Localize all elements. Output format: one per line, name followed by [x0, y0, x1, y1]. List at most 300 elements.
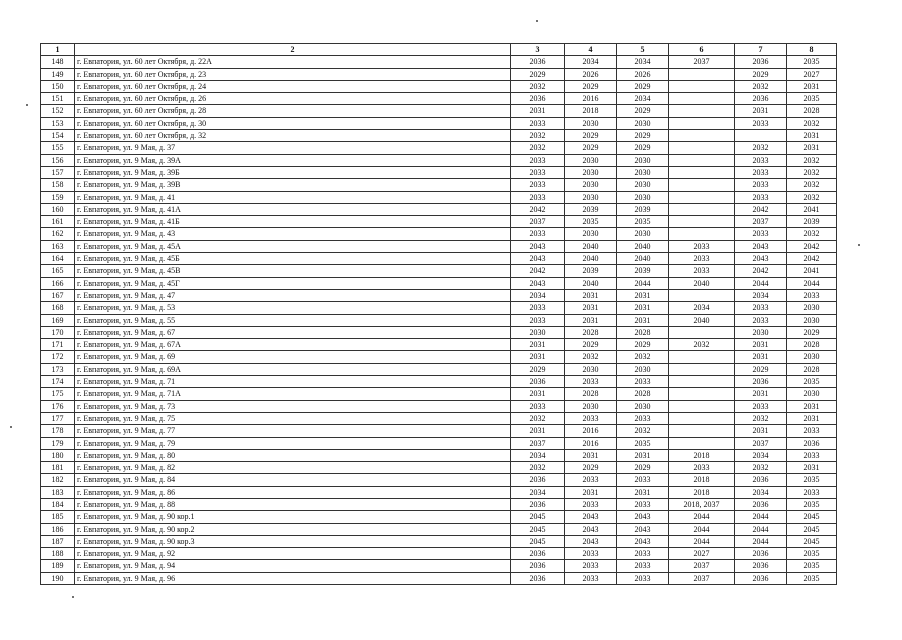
year-cell: 2044 — [617, 277, 669, 289]
year-cell: 2039 — [565, 203, 617, 215]
year-cell: 2033 — [735, 400, 787, 412]
year-cell: 2033 — [617, 376, 669, 388]
year-cell: 2039 — [565, 265, 617, 277]
row-number-cell: 150 — [41, 80, 75, 92]
year-cell: 2030 — [617, 400, 669, 412]
year-cell: 2032 — [511, 462, 565, 474]
table-row — [41, 314, 837, 326]
year-cell: 2042 — [787, 240, 837, 252]
year-cell: 2043 — [511, 240, 565, 252]
year-cell — [669, 117, 735, 129]
year-cell: 2030 — [787, 302, 837, 314]
year-cell: 2030 — [617, 166, 669, 178]
year-cell: 2031 — [617, 449, 669, 461]
year-cell: 2030 — [565, 228, 617, 240]
year-cell: 2030 — [617, 179, 669, 191]
year-cell — [669, 363, 735, 375]
year-cell: 2031 — [735, 425, 787, 437]
col-header-7: 7 — [735, 44, 787, 56]
year-cell: 2029 — [735, 68, 787, 80]
year-cell: 2026 — [617, 68, 669, 80]
year-cell: 2032 — [787, 228, 837, 240]
year-cell — [669, 154, 735, 166]
year-cell: 2033 — [511, 228, 565, 240]
year-cell: 2036 — [511, 376, 565, 388]
year-cell: 2033 — [735, 191, 787, 203]
year-cell: 2036 — [735, 376, 787, 388]
year-cell: 2030 — [565, 400, 617, 412]
year-cell: 2031 — [787, 462, 837, 474]
table-row — [41, 179, 837, 191]
year-cell: 2035 — [787, 560, 837, 572]
address-cell: г. Евпатория, ул. 9 Мая, д. 82 — [75, 462, 511, 474]
year-cell: 2045 — [511, 535, 565, 547]
year-cell: 2030 — [735, 326, 787, 338]
address-cell: г. Евпатория, ул. 9 Мая, д. 55 — [75, 314, 511, 326]
row-number-cell: 152 — [41, 105, 75, 117]
address-cell: г. Евпатория, ул. 9 Мая, д. 39Б — [75, 166, 511, 178]
year-cell: 2043 — [617, 511, 669, 523]
year-cell: 2030 — [787, 388, 837, 400]
year-cell: 2033 — [787, 449, 837, 461]
table-row — [41, 203, 837, 215]
table-row — [41, 511, 837, 523]
row-number-cell: 182 — [41, 474, 75, 486]
year-cell: 2044 — [669, 535, 735, 547]
year-cell: 2036 — [511, 93, 565, 105]
table-row — [41, 166, 837, 178]
year-cell: 2042 — [735, 265, 787, 277]
year-cell — [669, 289, 735, 301]
year-cell: 2032 — [735, 462, 787, 474]
year-cell: 2033 — [565, 474, 617, 486]
year-cell: 2033 — [511, 400, 565, 412]
year-cell: 2042 — [511, 203, 565, 215]
year-cell — [669, 68, 735, 80]
table-row — [41, 142, 837, 154]
row-number-cell: 165 — [41, 265, 75, 277]
address-cell: г. Евпатория, ул. 9 Мая, д. 84 — [75, 474, 511, 486]
year-cell: 2033 — [511, 154, 565, 166]
year-cell: 2029 — [511, 363, 565, 375]
year-cell: 2016 — [565, 93, 617, 105]
row-number-cell: 177 — [41, 412, 75, 424]
year-cell: 2033 — [669, 265, 735, 277]
year-cell: 2030 — [565, 166, 617, 178]
address-cell: г. Евпатория, ул. 60 лет Октября, д. 24 — [75, 80, 511, 92]
year-cell: 2035 — [787, 376, 837, 388]
year-cell: 2031 — [565, 314, 617, 326]
year-cell: 2029 — [617, 80, 669, 92]
year-cell: 2030 — [565, 191, 617, 203]
year-cell: 2033 — [617, 548, 669, 560]
year-cell: 2040 — [669, 277, 735, 289]
year-cell: 2018 — [669, 486, 735, 498]
year-cell: 2029 — [617, 142, 669, 154]
scan-speck — [858, 244, 860, 246]
table-row — [41, 117, 837, 129]
col-header-8: 8 — [787, 44, 837, 56]
row-number-cell: 163 — [41, 240, 75, 252]
row-number-cell: 175 — [41, 388, 75, 400]
address-cell: г. Евпатория, ул. 9 Мая, д. 41Б — [75, 216, 511, 228]
year-cell: 2018 — [565, 105, 617, 117]
row-number-cell: 178 — [41, 425, 75, 437]
table-row — [41, 486, 837, 498]
year-cell: 2036 — [511, 474, 565, 486]
year-cell: 2028 — [787, 339, 837, 351]
year-cell: 2028 — [565, 326, 617, 338]
year-cell — [669, 166, 735, 178]
address-cell: г. Евпатория, ул. 9 Мая, д. 73 — [75, 400, 511, 412]
year-cell: 2028 — [617, 326, 669, 338]
row-number-cell: 149 — [41, 68, 75, 80]
year-cell: 2030 — [511, 326, 565, 338]
year-cell: 2030 — [617, 117, 669, 129]
year-cell: 2041 — [787, 265, 837, 277]
row-number-cell: 172 — [41, 351, 75, 363]
year-cell: 2043 — [511, 277, 565, 289]
year-cell: 2033 — [735, 154, 787, 166]
year-cell: 2029 — [565, 80, 617, 92]
year-cell: 2037 — [669, 572, 735, 584]
scan-speck — [72, 596, 74, 598]
address-cell: г. Евпатория, ул. 60 лет Октября, д. 30 — [75, 117, 511, 129]
year-cell: 2027 — [669, 548, 735, 560]
year-cell — [669, 105, 735, 117]
year-cell: 2031 — [787, 412, 837, 424]
table-row — [41, 400, 837, 412]
table-row — [41, 523, 837, 535]
address-cell: г. Евпатория, ул. 60 лет Октября, д. 22А — [75, 56, 511, 68]
year-cell: 2033 — [565, 376, 617, 388]
year-cell: 2043 — [565, 523, 617, 535]
table-header-row — [41, 44, 837, 56]
row-number-cell: 164 — [41, 253, 75, 265]
year-cell — [669, 216, 735, 228]
year-cell: 2040 — [565, 253, 617, 265]
year-cell: 2030 — [565, 154, 617, 166]
year-cell: 2037 — [511, 216, 565, 228]
year-cell: 2029 — [511, 68, 565, 80]
year-cell: 2033 — [735, 228, 787, 240]
row-number-cell: 173 — [41, 363, 75, 375]
year-cell: 2031 — [565, 289, 617, 301]
year-cell: 2039 — [617, 265, 669, 277]
table-row — [41, 289, 837, 301]
year-cell: 2034 — [617, 56, 669, 68]
table-row — [41, 154, 837, 166]
year-cell: 2029 — [617, 339, 669, 351]
year-cell — [669, 425, 735, 437]
year-cell: 2031 — [735, 339, 787, 351]
year-cell: 2033 — [565, 560, 617, 572]
year-cell: 2033 — [735, 166, 787, 178]
year-cell: 2039 — [787, 216, 837, 228]
year-cell: 2044 — [735, 523, 787, 535]
address-cell: г. Евпатория, ул. 9 Мая, д. 69 — [75, 351, 511, 363]
year-cell: 2034 — [511, 449, 565, 461]
year-cell: 2033 — [787, 425, 837, 437]
table-row — [41, 425, 837, 437]
year-cell: 2032 — [787, 154, 837, 166]
year-cell: 2029 — [617, 462, 669, 474]
year-cell: 2035 — [565, 216, 617, 228]
table-row — [41, 498, 837, 510]
row-number-cell: 184 — [41, 498, 75, 510]
year-cell: 2032 — [565, 351, 617, 363]
year-cell: 2045 — [787, 535, 837, 547]
year-cell: 2029 — [565, 142, 617, 154]
row-number-cell: 153 — [41, 117, 75, 129]
row-number-cell: 179 — [41, 437, 75, 449]
year-cell: 2032 — [735, 142, 787, 154]
table-row — [41, 351, 837, 363]
year-cell: 2043 — [565, 511, 617, 523]
row-number-cell: 188 — [41, 548, 75, 560]
year-cell: 2042 — [787, 253, 837, 265]
year-cell: 2032 — [787, 179, 837, 191]
year-cell — [669, 228, 735, 240]
year-cell: 2035 — [787, 548, 837, 560]
year-cell: 2033 — [565, 548, 617, 560]
year-cell: 2027 — [787, 68, 837, 80]
table-row — [41, 548, 837, 560]
year-cell: 2033 — [735, 314, 787, 326]
year-cell: 2029 — [565, 339, 617, 351]
year-cell: 2032 — [735, 80, 787, 92]
table-row — [41, 535, 837, 547]
row-number-cell: 174 — [41, 376, 75, 388]
year-cell: 2032 — [669, 339, 735, 351]
row-number-cell: 170 — [41, 326, 75, 338]
row-number-cell: 171 — [41, 339, 75, 351]
row-number-cell: 154 — [41, 130, 75, 142]
address-cell: г. Евпатория, ул. 60 лет Октября, д. 32 — [75, 130, 511, 142]
year-cell: 2029 — [735, 363, 787, 375]
year-cell: 2039 — [617, 203, 669, 215]
year-cell: 2032 — [787, 191, 837, 203]
year-cell: 2031 — [565, 486, 617, 498]
schedule-table — [40, 43, 837, 585]
year-cell — [735, 130, 787, 142]
year-cell: 2035 — [787, 572, 837, 584]
year-cell: 2043 — [565, 535, 617, 547]
year-cell: 2044 — [787, 277, 837, 289]
year-cell: 2036 — [735, 56, 787, 68]
year-cell: 2031 — [565, 302, 617, 314]
address-cell: г. Евпатория, ул. 9 Мая, д. 96 — [75, 572, 511, 584]
year-cell: 2034 — [735, 486, 787, 498]
year-cell: 2033 — [617, 412, 669, 424]
year-cell: 2042 — [511, 265, 565, 277]
year-cell: 2016 — [565, 425, 617, 437]
year-cell: 2033 — [669, 253, 735, 265]
year-cell: 2033 — [735, 117, 787, 129]
address-cell: г. Евпатория, ул. 9 Мая, д. 45Б — [75, 253, 511, 265]
address-cell: г. Евпатория, ул. 9 Мая, д. 94 — [75, 560, 511, 572]
year-cell: 2028 — [787, 105, 837, 117]
col-header-2: 2 — [75, 44, 511, 56]
year-cell — [669, 203, 735, 215]
year-cell: 2030 — [787, 351, 837, 363]
table-row — [41, 376, 837, 388]
year-cell: 2043 — [511, 253, 565, 265]
year-cell: 2043 — [617, 535, 669, 547]
year-cell: 2031 — [511, 351, 565, 363]
table-row — [41, 68, 837, 80]
year-cell: 2032 — [787, 166, 837, 178]
scan-speck — [536, 20, 538, 22]
year-cell: 2034 — [735, 449, 787, 461]
year-cell: 2041 — [787, 203, 837, 215]
row-number-cell: 157 — [41, 166, 75, 178]
year-cell: 2028 — [617, 388, 669, 400]
year-cell: 2029 — [565, 130, 617, 142]
year-cell: 2033 — [787, 486, 837, 498]
year-cell: 2033 — [511, 191, 565, 203]
year-cell: 2030 — [617, 154, 669, 166]
table-row — [41, 412, 837, 424]
scan-speck — [10, 426, 12, 428]
row-number-cell: 167 — [41, 289, 75, 301]
table-row — [41, 265, 837, 277]
year-cell: 2044 — [735, 511, 787, 523]
year-cell: 2037 — [669, 56, 735, 68]
year-cell: 2032 — [511, 130, 565, 142]
year-cell: 2040 — [565, 240, 617, 252]
year-cell: 2033 — [511, 314, 565, 326]
year-cell: 2030 — [565, 363, 617, 375]
year-cell: 2030 — [617, 191, 669, 203]
year-cell: 2036 — [511, 498, 565, 510]
year-cell: 2032 — [735, 412, 787, 424]
year-cell: 2033 — [735, 179, 787, 191]
year-cell: 2033 — [617, 498, 669, 510]
year-cell — [669, 93, 735, 105]
address-cell: г. Евпатория, ул. 9 Мая, д. 90 кор.2 — [75, 523, 511, 535]
year-cell: 2032 — [787, 117, 837, 129]
table-row — [41, 572, 837, 584]
year-cell: 2031 — [511, 425, 565, 437]
year-cell: 2032 — [511, 142, 565, 154]
year-cell: 2031 — [617, 302, 669, 314]
row-number-cell: 176 — [41, 400, 75, 412]
year-cell: 2040 — [617, 240, 669, 252]
year-cell: 2018, 2037 — [669, 498, 735, 510]
year-cell: 2031 — [565, 449, 617, 461]
year-cell: 2036 — [735, 93, 787, 105]
table-row — [41, 253, 837, 265]
row-number-cell: 166 — [41, 277, 75, 289]
year-cell: 2033 — [565, 498, 617, 510]
year-cell: 2044 — [735, 277, 787, 289]
year-cell: 2033 — [617, 560, 669, 572]
year-cell: 2031 — [787, 400, 837, 412]
year-cell: 2033 — [735, 302, 787, 314]
year-cell: 2045 — [511, 523, 565, 535]
col-header-4: 4 — [565, 44, 617, 56]
table-row — [41, 105, 837, 117]
address-cell: г. Евпатория, ул. 9 Мая, д. 90 кор.1 — [75, 511, 511, 523]
year-cell: 2028 — [787, 363, 837, 375]
year-cell: 2044 — [735, 535, 787, 547]
year-cell — [669, 351, 735, 363]
year-cell: 2034 — [617, 93, 669, 105]
year-cell: 2031 — [617, 486, 669, 498]
table-row — [41, 388, 837, 400]
year-cell: 2036 — [511, 56, 565, 68]
year-cell: 2031 — [511, 388, 565, 400]
address-cell: г. Евпатория, ул. 9 Мая, д. 41А — [75, 203, 511, 215]
row-number-cell: 168 — [41, 302, 75, 314]
table-row — [41, 277, 837, 289]
year-cell: 2029 — [787, 326, 837, 338]
address-cell: г. Евпатория, ул. 9 Мая, д. 69А — [75, 363, 511, 375]
table-row — [41, 363, 837, 375]
col-header-1: 1 — [41, 44, 75, 56]
year-cell: 2032 — [511, 80, 565, 92]
table-row — [41, 228, 837, 240]
year-cell: 2030 — [617, 228, 669, 240]
year-cell: 2036 — [735, 572, 787, 584]
year-cell — [669, 376, 735, 388]
year-cell: 2031 — [787, 130, 837, 142]
year-cell: 2033 — [669, 462, 735, 474]
scan-speck — [26, 104, 28, 106]
year-cell: 2033 — [511, 179, 565, 191]
table-row — [41, 80, 837, 92]
year-cell — [669, 130, 735, 142]
address-cell: г. Евпатория, ул. 60 лет Октября, д. 28 — [75, 105, 511, 117]
table-row — [41, 449, 837, 461]
year-cell — [669, 400, 735, 412]
table-row — [41, 216, 837, 228]
row-number-cell: 190 — [41, 572, 75, 584]
address-cell: г. Евпатория, ул. 9 Мая, д. 71 — [75, 376, 511, 388]
year-cell: 2028 — [565, 388, 617, 400]
year-cell: 2031 — [617, 289, 669, 301]
year-cell: 2033 — [511, 166, 565, 178]
year-cell: 2031 — [511, 339, 565, 351]
year-cell: 2037 — [669, 560, 735, 572]
year-cell: 2034 — [511, 289, 565, 301]
year-cell: 2018 — [669, 449, 735, 461]
year-cell — [669, 179, 735, 191]
address-cell: г. Евпатория, ул. 9 Мая, д. 53 — [75, 302, 511, 314]
address-cell: г. Евпатория, ул. 9 Мая, д. 43 — [75, 228, 511, 240]
year-cell: 2045 — [511, 511, 565, 523]
address-cell: г. Евпатория, ул. 9 Мая, д. 45Г — [75, 277, 511, 289]
row-number-cell: 156 — [41, 154, 75, 166]
year-cell: 2033 — [669, 240, 735, 252]
address-cell: г. Евпатория, ул. 9 Мая, д. 90 кор.3 — [75, 535, 511, 547]
col-header-6: 6 — [669, 44, 735, 56]
row-number-cell: 169 — [41, 314, 75, 326]
address-cell: г. Евпатория, ул. 9 Мая, д. 79 — [75, 437, 511, 449]
table-row — [41, 130, 837, 142]
year-cell: 2033 — [565, 412, 617, 424]
year-cell: 2033 — [511, 117, 565, 129]
year-cell: 2018 — [669, 474, 735, 486]
address-cell: г. Евпатория, ул. 9 Мая, д. 39А — [75, 154, 511, 166]
address-cell: г. Евпатория, ул. 9 Мая, д. 67А — [75, 339, 511, 351]
table-row — [41, 191, 837, 203]
year-cell: 2037 — [511, 437, 565, 449]
address-cell: г. Евпатория, ул. 9 Мая, д. 71А — [75, 388, 511, 400]
address-cell: г. Евпатория, ул. 60 лет Октября, д. 26 — [75, 93, 511, 105]
year-cell: 2036 — [511, 572, 565, 584]
